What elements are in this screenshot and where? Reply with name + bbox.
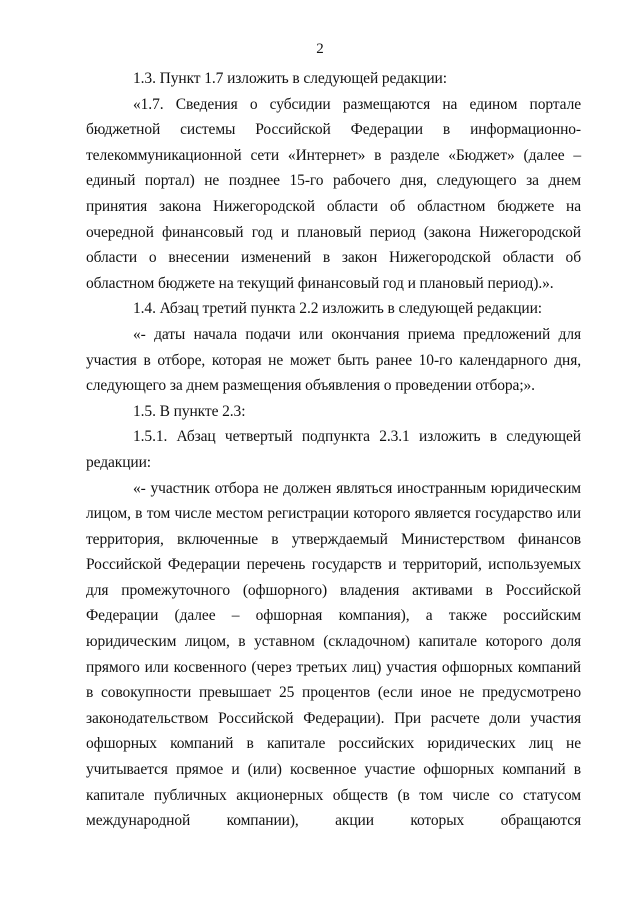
paragraph-1-3: 1.3. Пункт 1.7 изложить в следующей редакции: xyxy=(133,70,447,87)
document-body xyxy=(86,66,581,834)
page-number: 2 xyxy=(316,41,324,57)
paragraph-1-5: 1.5. В пункте 2.3: xyxy=(133,402,246,420)
paragraph-offshore-quote: «- участник отбора не должен являться иностранным юридическим лицом, в том числе местом регистрации которого является государство или территория, включенные в утверждаемый Министерством финансов Российской Федерации перечень государств и территорий, используемых для промежуточного (офшорного) владения активами в Российской Федерации (далее – офшорная компания), а также российским юридическим лицом, в уставном (складочном) капитале которого доля прямого или косвенного (через третьих лиц) участия офшорных компаний в совокупности превышает 25 процентов (если иное не предусмотрено законодательством Российской Федерации). При расчете доли участия офшорных компаний в капитале российских юридических лиц не учитывается прямое и (или) косвенное участие офшорных компаний в капитале публичных акционерных обществ (в том числе со статусом международной компании), акции которых обращаются xyxy=(86,479,581,830)
paragraph-dates-quote: «- даты начала подачи или окончания приема предложений для участия в отборе, которая не может быть ранее 10-го календарного дня, следующего за днем размещения объявления о проведении отбора;». xyxy=(86,325,581,395)
paragraph-1-4: 1.4. Абзац третий пункта 2.2 изложить в следующей редакции: xyxy=(133,300,542,318)
paragraph-1-7-quote: «1.7. Сведения о субсидии размещаются на едином портале бюджетной системы Российской Федерации в информационно-телекоммуникационной сети «Интернет» в разделе «Бюджет» (далее – единый портал) не позднее 15-го рабочего дня, следующего за днем принятия закона Нижегородской области об областном бюджете на очередной финансовый год и плановый период (закона Нижегородской области о внесении изменений в закон Нижегородской области об областном бюджете на текущий финансовый год и плановый период).». xyxy=(86,95,581,292)
paragraph-1-5-1: 1.5.1. Абзац четвертый подпункта 2.3.1 изложить в следующей редакции: xyxy=(86,428,581,471)
